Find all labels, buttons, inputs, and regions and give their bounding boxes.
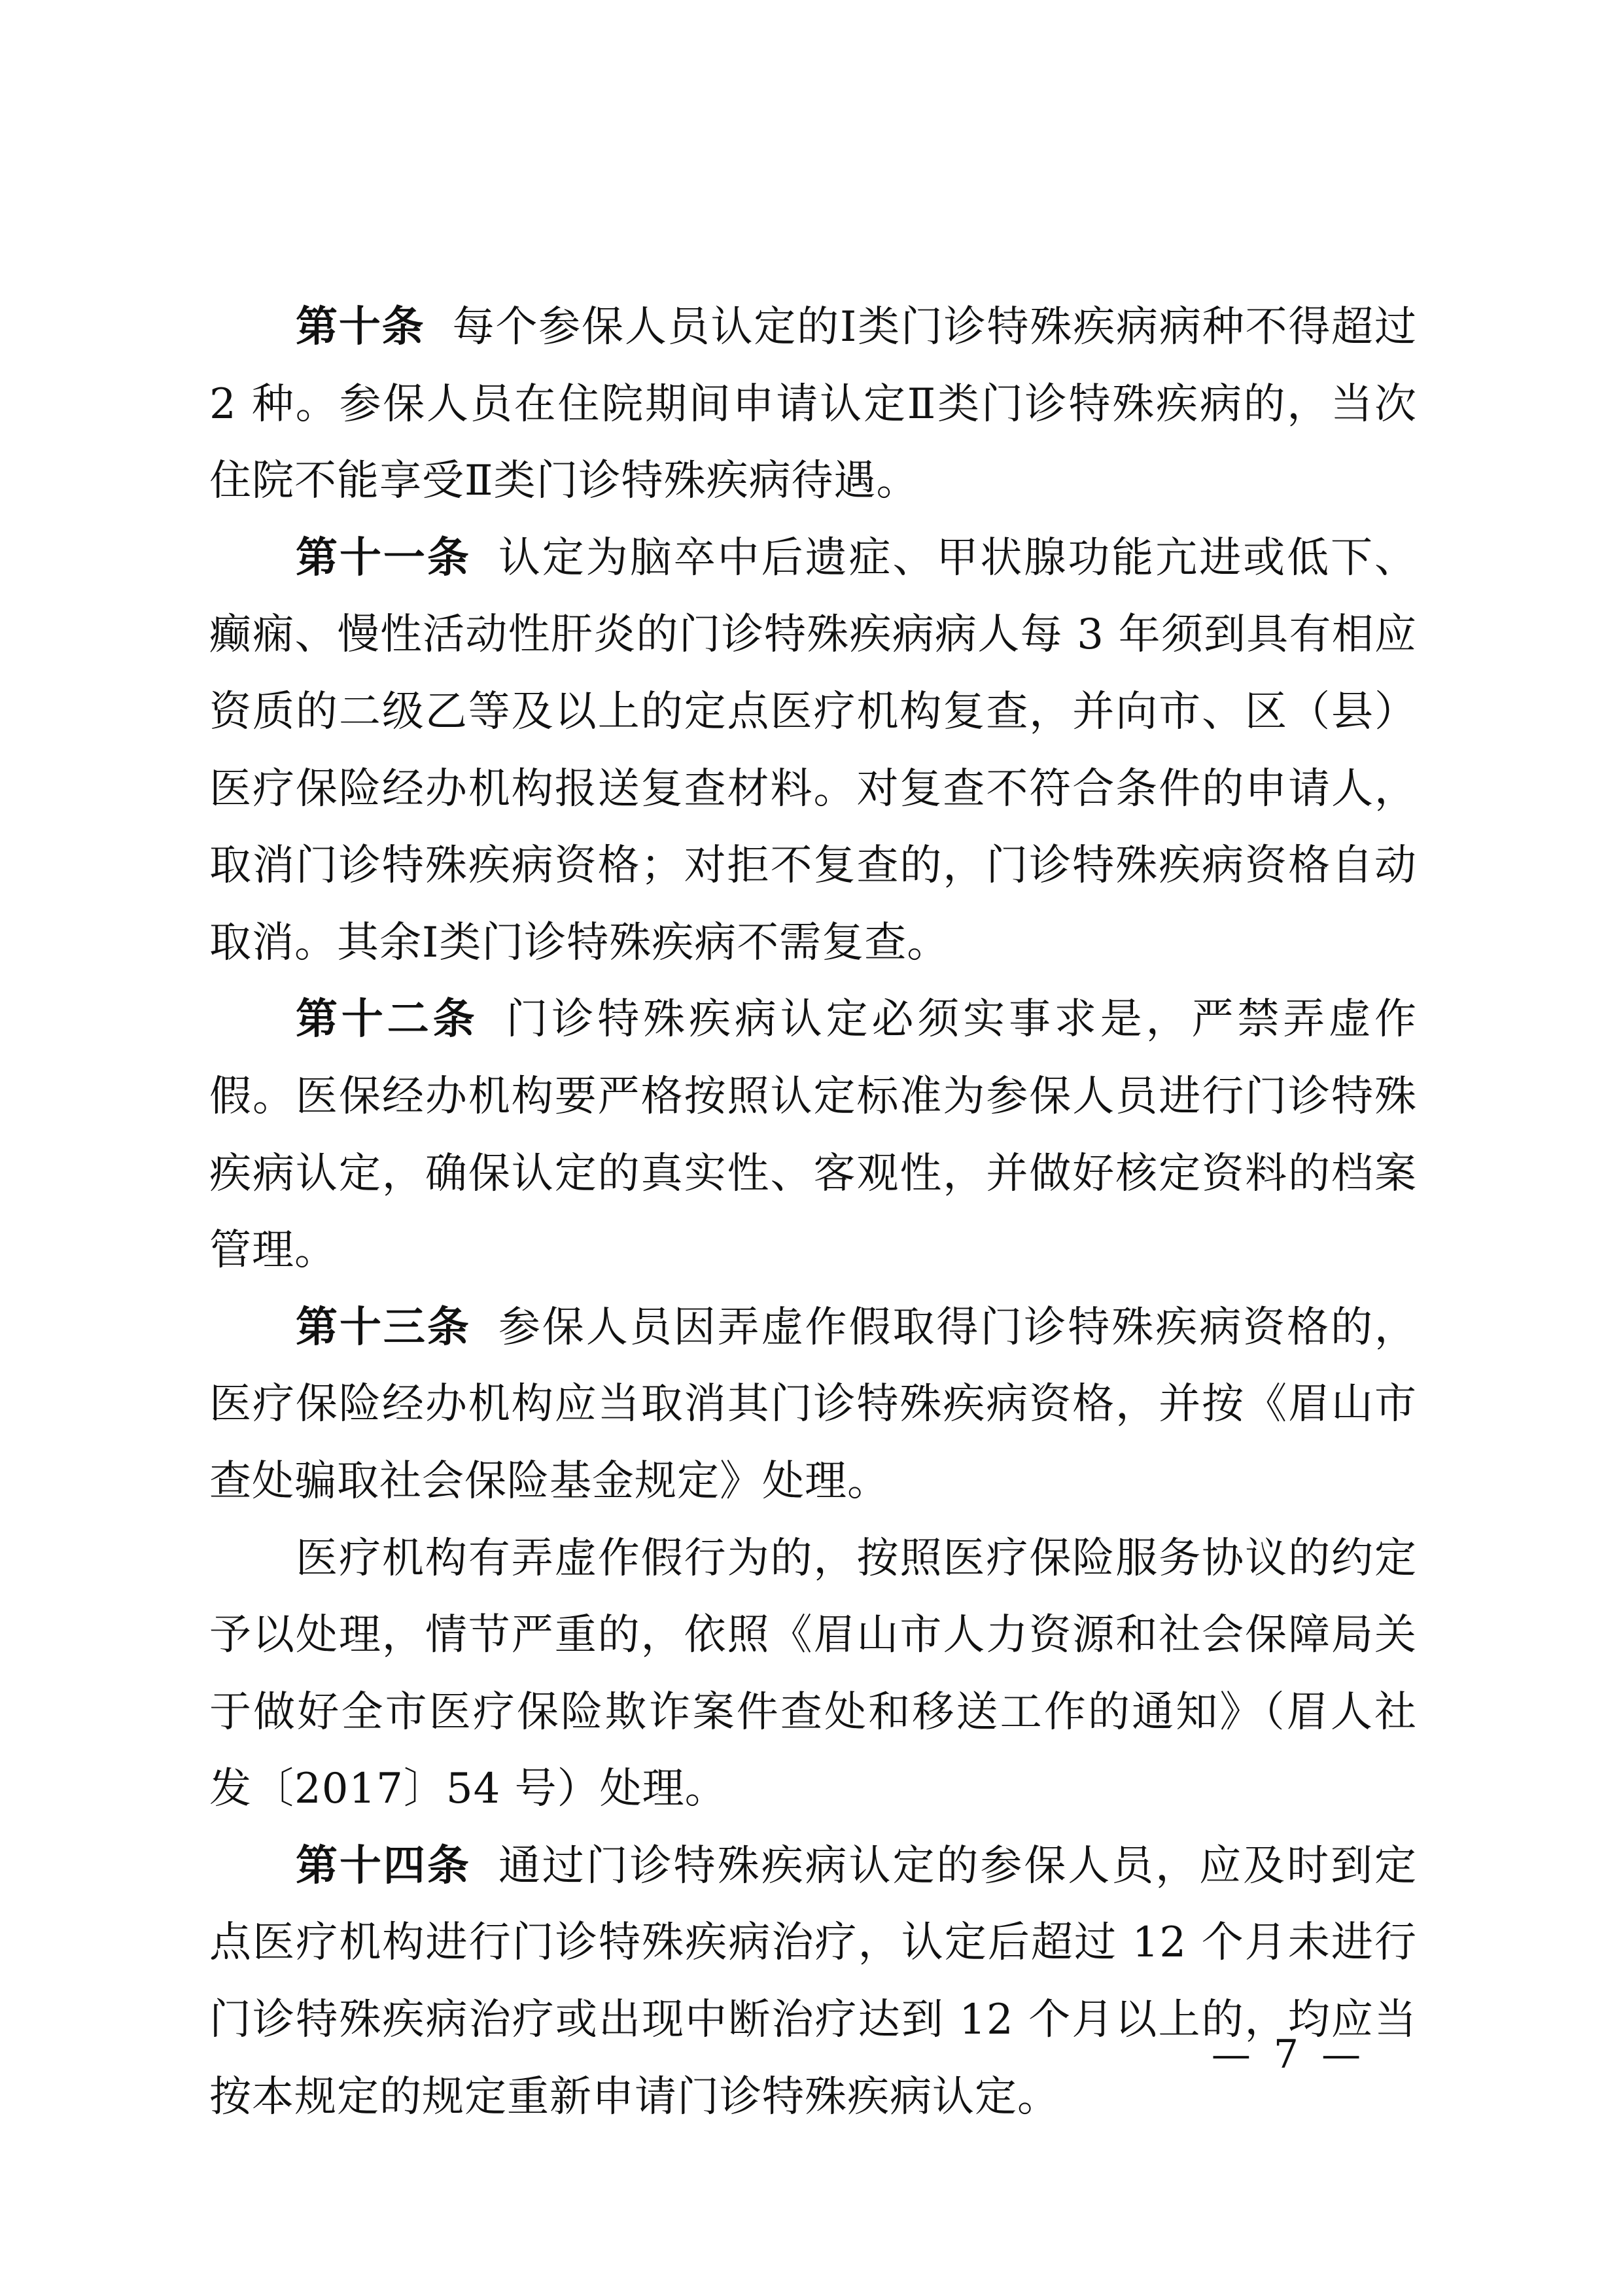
article-number: 第十四条: [296, 1841, 471, 1890]
article-text: 医疗机构有弄虚作假行为的，按照医疗保险服务协议的约定予以处理，情节严重的，依照《眉山市人力资源和社会保障局关于做好全市医疗保险欺诈案件查处和移送工作的通知》（眉人社发〔2017〕54 号）处理。: [209, 1534, 1417, 1814]
article-text: 认定为脑卒中后遗症、甲状腺功能亢进或低下、癫痫、慢性活动性肝炎的门诊特殊疾病病人每 3 年须到具有相应资质的二级乙等及以上的定点医疗机构复查，并向市、区（县）医疗保险经办机构报送复查材料。对复查不符合条件的申请人，取消门诊特殊疾病资格；对拒不复查的，门诊特殊疾病资格自动取消。其余Ⅰ类门诊特殊疾病不需复查。: [209, 533, 1418, 967]
article-11: [209, 520, 1417, 982]
article-10: [209, 289, 1417, 520]
article-number: 第十条: [296, 303, 425, 351]
article-12: [209, 981, 1417, 1289]
article-13-continued: [209, 1521, 1417, 1828]
article-number: 第十二条: [296, 995, 479, 1044]
article-number: 第十一条: [296, 533, 471, 582]
article-text: 参保人员因弄虚作假取得门诊特殊疾病资格的，医疗保险经办机构应当取消其门诊特殊疾病资格，并按《眉山市查处骗取社会保险基金规定》处理。: [209, 1303, 1418, 1506]
page-number: — 7 —: [1211, 2032, 1367, 2077]
article-text: 通过门诊特殊疾病认定的参保人员，应及时到定点医疗机构进行门诊特殊疾病治疗，认定后超过 12 个月未进行门诊特殊疾病治疗或出现中断治疗达到 12 个月以上的，均应当按本规定的规定重新申请门诊特殊疾病认定。: [209, 1841, 1418, 2121]
article-text: 每个参保人员认定的Ⅰ类门诊特殊疾病病种不得超过 2 种。参保人员在住院期间申请认定Ⅱ类门诊特殊疾病的，当次住院不能享受Ⅱ类门诊特殊疾病待遇。: [209, 303, 1418, 506]
article-13: [209, 1290, 1417, 1521]
document-body: [209, 289, 1417, 2136]
article-text: 门诊特殊疾病认定必须实事求是，严禁弄虚作假。医保经办机构要严格按照认定标准为参保人员进行门诊特殊疾病认定，确保认定的真实性、客观性，并做好核定资料的档案管理。: [209, 995, 1418, 1275]
article-14: [209, 1828, 1417, 2136]
article-number: 第十三条: [296, 1303, 471, 1352]
